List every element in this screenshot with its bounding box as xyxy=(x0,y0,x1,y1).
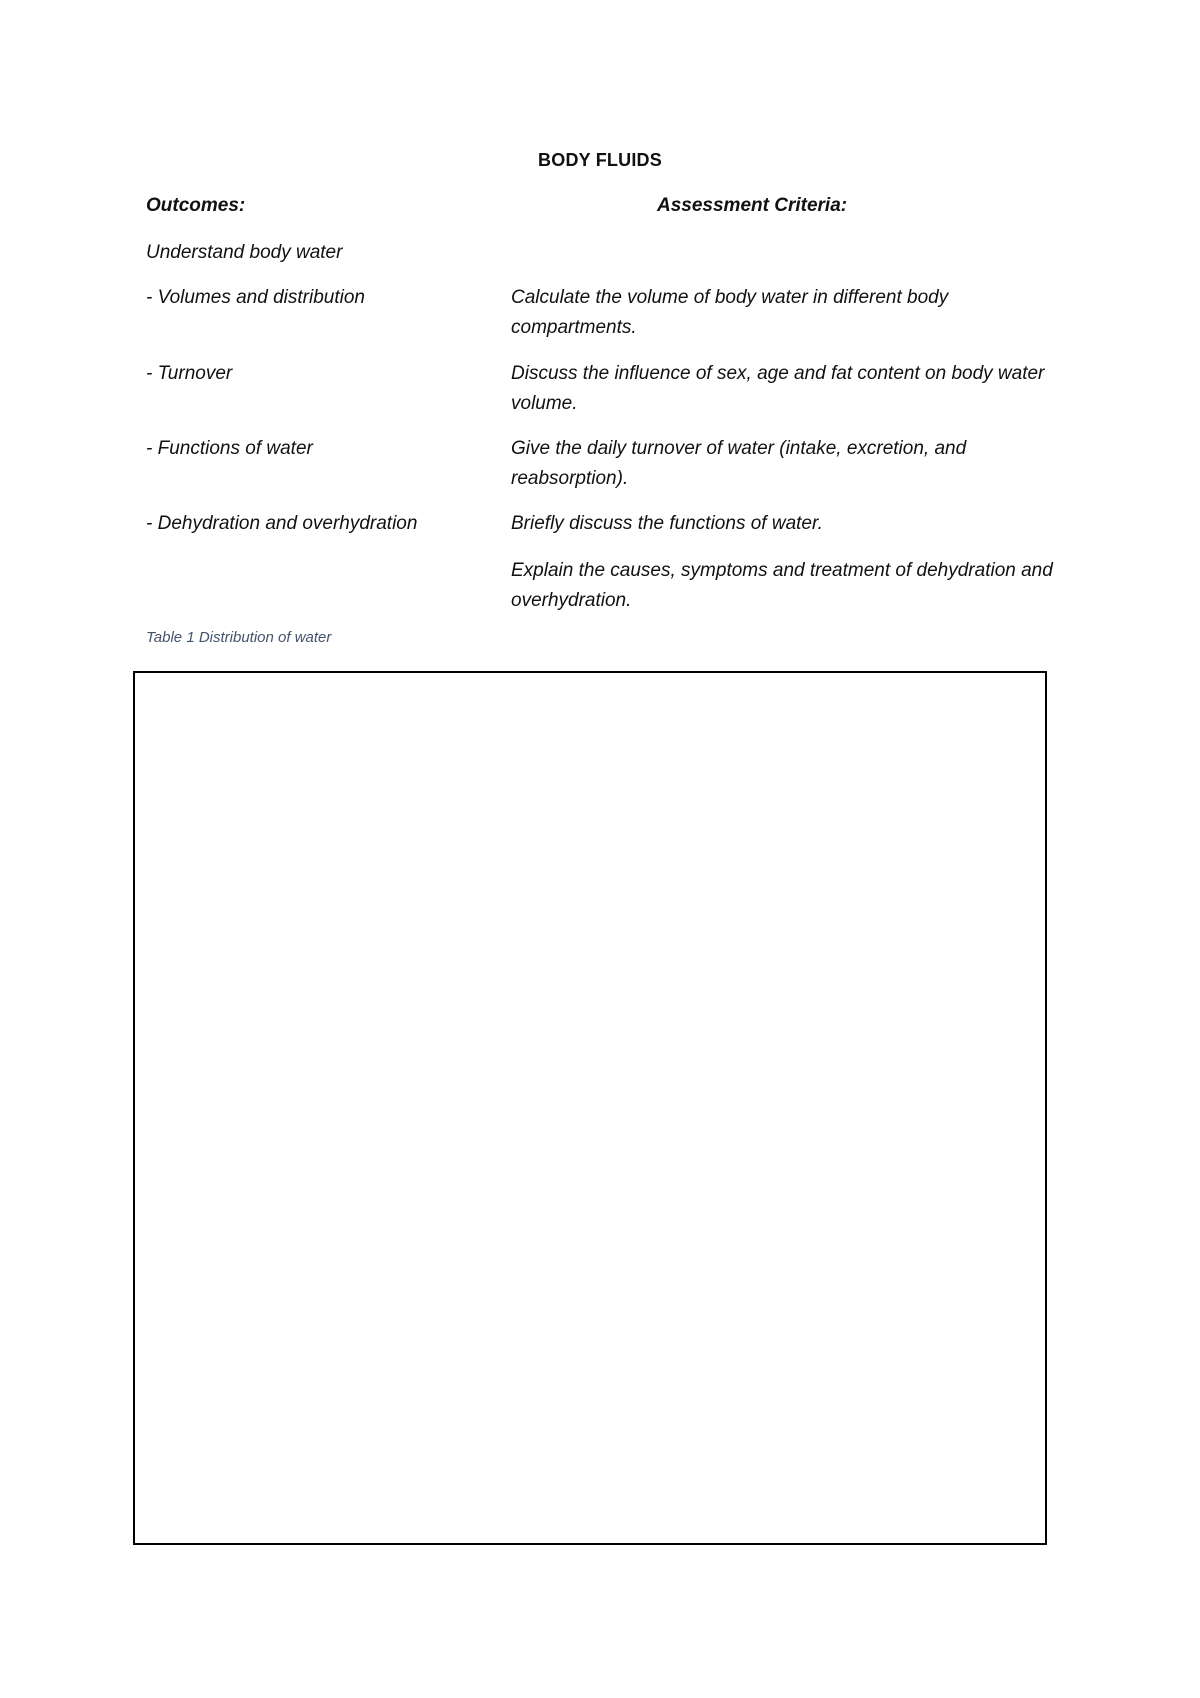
criteria-text: Discuss the influence of sex, age and fat content on body water volume. xyxy=(511,363,1045,414)
assessment-criteria-header: Assessment Criteria: xyxy=(657,195,848,216)
criteria-text: Explain the causes, symptoms and treatment of dehydration and overhydration. xyxy=(511,560,1053,611)
outcome-text: - Volumes and distribution xyxy=(146,287,365,308)
outcomes-header: Outcomes: xyxy=(146,195,246,216)
outcome-text: - Turnover xyxy=(146,363,233,384)
criteria-text: Give the daily turnover of water (intake, excretion, and reabsorption). xyxy=(511,438,967,489)
document-title: BODY FLUIDS xyxy=(538,150,662,170)
empty-table-frame xyxy=(133,671,1047,1545)
intro-outcome: Understand body water xyxy=(146,242,343,263)
criteria-text: Calculate the volume of body water in different body compartments. xyxy=(511,287,949,338)
outcome-text: - Functions of water xyxy=(146,438,313,459)
table-caption: Table 1 Distribution of water xyxy=(146,629,332,646)
criteria-text: Briefly discuss the functions of water. xyxy=(511,513,823,534)
outcome-text: - Dehydration and overhydration xyxy=(146,513,418,534)
